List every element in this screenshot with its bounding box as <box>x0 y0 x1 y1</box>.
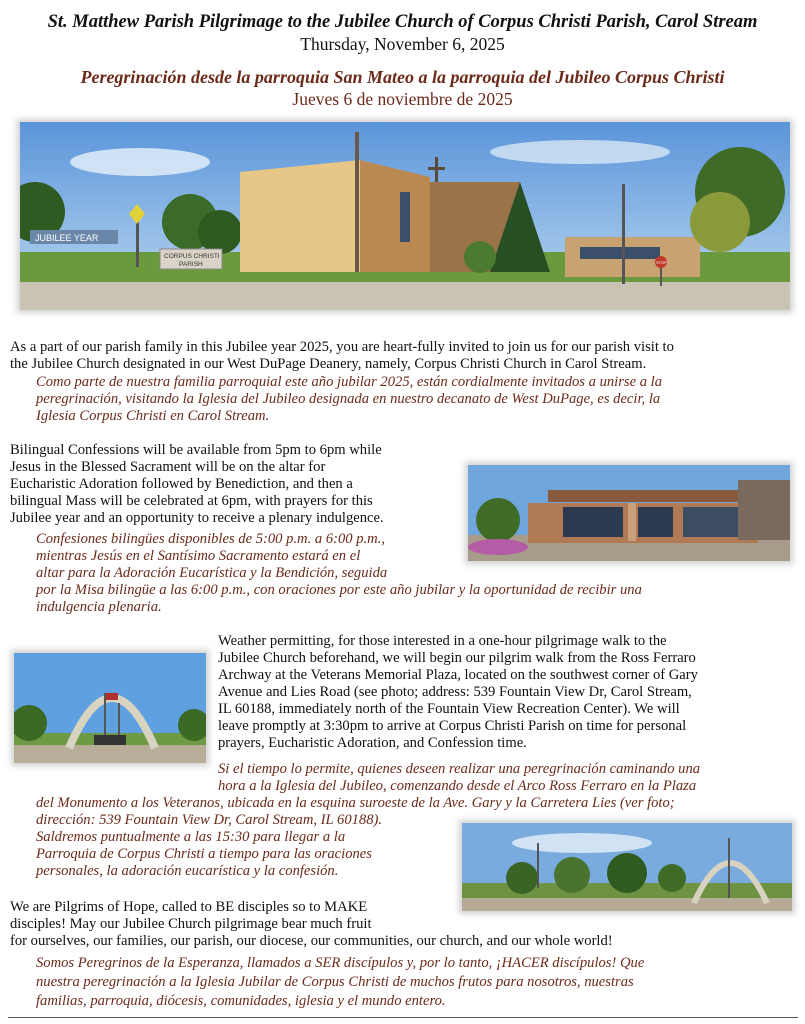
title-spanish: Peregrinación desde la parroquia San Mateo a la parroquia del Jubileo Corpus Christi <box>80 67 725 87</box>
closing-en-line: for ourselves, our families, our parish, our diocese, our communities, our church, and our whole world! <box>10 933 613 949</box>
confessions-es-line: mientras Jesús en el Santísimo Sacramento estará en el <box>36 548 361 564</box>
walk-english <box>218 633 800 752</box>
intro-es-line: Como parte de nuestra familia parroquial este año jubilar 2025, están cordialmente invitados a unirse a la <box>36 374 663 390</box>
closing-es-line: familias, parroquia, diócesis, comunidades, iglesia y el mundo entero. <box>36 993 446 1009</box>
walk-es-line: personales, la adoración eucarística y la confesión. <box>36 863 339 879</box>
church-sign-line2: PARISH <box>179 261 203 268</box>
intro-es-line: Iglesia Corpus Christi en Carol Stream. <box>36 408 270 424</box>
confessions-en-line: Jesus in the Blessed Sacrament will be on the altar for <box>10 459 326 475</box>
intro-en-line: As a part of our parish family in this Jubilee year 2025, you are heart-fully invited to join us for our parish visit to <box>10 339 674 355</box>
archway-photo-left <box>14 653 206 763</box>
intro-es-line: peregrinación, visitando la Iglesia del Jubileo designada en nuestro decanato de West DuPage, es decir, la <box>36 391 661 407</box>
confessions-en-line: bilingual Mass will be celebrated at 6pm, with prayers for this <box>10 493 373 509</box>
church-sign-line1: CORPUS CHRISTI <box>164 253 220 260</box>
confessions-en-line: Bilingual Confessions will be available from 5pm to 6pm while <box>10 442 382 458</box>
walk-es-line: Si el tiempo lo permite, quienes deseen realizar una peregrinación caminando una <box>218 761 701 777</box>
walk-en-line: Archway at the Veterans Memorial Plaza, located on the southwest corner of Gary <box>218 667 698 683</box>
confessions-es-line: altar para la Adoración Eucarística y la Bendición, seguida <box>36 565 388 581</box>
walk-es-line: dirección: 539 Fountain View Dr, Carol Stream, IL 60188). <box>36 812 383 828</box>
intro-en-line: the Jubilee Church designated in our West DuPage Deanery, namely, Corpus Christi Church in Carol Stream. <box>10 356 647 372</box>
closing-spanish <box>36 954 800 1011</box>
closing-es-line: Somos Peregrinos de la Esperanza, llamados a SER discípulos y, por lo tanto, ¡HACER discípulos! Que <box>36 955 645 971</box>
bottom-divider <box>8 1017 798 1018</box>
walk-en-line: leave promptly at 3:30pm to arrive at Corpus Christi Parish on time for personal <box>218 718 687 734</box>
confessions-en-line: Eucharistic Adoration followed by Benediction, and then a <box>10 476 353 492</box>
confessions-es-line: Confesiones bilingües disponibles de 5:00 p.m. a 6:00 p.m., <box>36 531 386 547</box>
walk-en-line: IL 60188, immediately north of the Fountain View Recreation Center). We will <box>218 701 680 717</box>
intro-spanish <box>36 374 800 425</box>
walk-es-line: hora a la Iglesia del Jubileo, comenzando desde el Arco Ross Ferraro en la Plaza <box>218 778 697 794</box>
church-exterior-photo <box>20 122 790 310</box>
walk-es-line: Parroquia de Corpus Christi a tiempo para las oraciones <box>36 846 372 862</box>
closing-es-line: nuestra peregrinación a la Iglesia Jubilar de Corpus Christi de muchos frutos para nosotros, nuestras <box>36 974 634 990</box>
date-english: Thursday, November 6, 2025 <box>300 34 505 54</box>
church-entrance-photo <box>468 465 790 561</box>
confessions-es-line: por la Misa bilingüe a las 6:00 p.m., con oraciones por este año jubilar y la oportunidad de recibir una <box>36 582 642 598</box>
closing-en-line: We are Pilgrims of Hope, called to BE disciples so to MAKE <box>10 899 368 915</box>
walk-en-line: Avenue and Lies Road (see photo; address: 539 Fountain View Dr, Carol Stream, <box>218 684 692 700</box>
stop-sign-text: STOP <box>656 260 667 265</box>
walk-es-line: del Monumento a los Veteranos, ubicada en la esquina suroeste de la Ave. Gary y la Carretera Lies (ver foto; <box>36 795 675 811</box>
confessions-english <box>10 442 460 527</box>
walk-spanish-top <box>218 761 800 795</box>
walk-en-line: Jubilee Church beforehand, we will begin our pilgrim walk from the Ross Ferraro <box>218 650 696 666</box>
walk-en-line: Weather permitting, for those interested in a one-hour pilgrimage walk to the <box>218 633 667 649</box>
confessions-es-line: indulgencia plenaria. <box>36 599 162 615</box>
intro-english <box>10 339 800 373</box>
closing-en-line: disciples! May our Jubilee Church pilgrimage bear much fruit <box>10 916 372 932</box>
confessions-en-line: Jubilee year and an opportunity to receive a plenary indulgence. <box>10 510 384 526</box>
closing-english <box>10 899 800 950</box>
archway-photo-right <box>462 823 792 911</box>
walk-es-line: Saldremos puntualmente a las 15:30 para llegar a la <box>36 829 346 845</box>
title-english: St. Matthew Parish Pilgrimage to the Jubilee Church of Corpus Christi Parish, Carol Stream <box>47 12 758 32</box>
walk-en-line: prayers, Eucharistic Adoration, and Confession time. <box>218 735 527 751</box>
jubilee-banner-text: JUBILEE YEAR <box>35 233 99 243</box>
date-spanish: Jueves 6 de noviembre de 2025 <box>292 89 513 109</box>
